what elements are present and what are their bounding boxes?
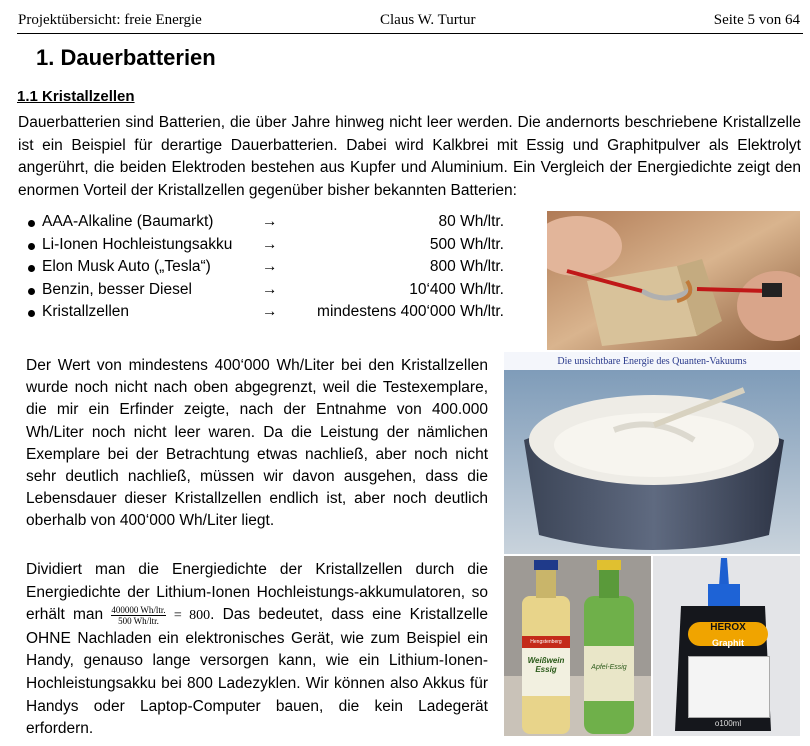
vinegar-label: Weißwein Essig — [527, 656, 565, 674]
header-author: Claus W. Turtur — [380, 12, 476, 28]
item-name: Kristallzellen — [42, 303, 130, 321]
list-item — [26, 234, 506, 257]
item-value: 500 Wh/ltr. — [429, 235, 504, 253]
fraction-numerator: 400000 Wh/ltr. — [111, 604, 166, 615]
graphite-label: Graphit — [711, 638, 744, 648]
item-name: Li-Ionen Hochleistungsakku — [42, 235, 233, 253]
item-value: 80 Wh/ltr. — [438, 213, 504, 230]
bullet-icon — [28, 310, 35, 317]
arrow-icon: → — [262, 235, 278, 253]
ratio-text-after: . Das bedeutet, dass eine Kristallzelle OHNE Nachladen ein elektronisches Gerät, wie zum Beispiel ein Handy, genauso lange versorgen kann, wie ein Lithium-Ionen- Hochleistungsakku bei 800 Ladezyklen. Wir können also Akkus für Handys oder Laptop-Computer bauen, die kein Ladegerät erfordern. — [26, 606, 488, 738]
bullet-icon — [28, 220, 35, 227]
graphite-bottle-photo — [653, 556, 800, 736]
energy-ratio-fraction — [111, 605, 165, 626]
arrow-icon: → — [262, 258, 278, 276]
graphite-info-panel — [688, 656, 770, 718]
intro-paragraph: Dauerbatterien sind Batterien, die über Jahre hinweg nicht leer werden. Die andernorts beschriebene Kristallzelle ist ein Beispiel für derartige Dauerbatterien. Dabei wird Kalkbrei mit Essig und Graphitpulver als Elektrolyt angerührt, die beiden Elektroden bestehen aus Kupfer und Aluminium. Ein Vergleich der Energiedichte zeigt den enormen Vorteil der Kristallzellen gegenüber bisher bekannten Batterien: — [18, 114, 801, 199]
list-item — [26, 279, 506, 302]
crystal-cell-photo — [547, 211, 800, 350]
bullet-icon — [28, 243, 35, 250]
bullet-icon — [28, 265, 35, 272]
item-value: 800 Wh/ltr. — [429, 258, 504, 276]
list-item — [26, 211, 506, 234]
vinegar-brand-label: Hengstenberg — [530, 639, 562, 645]
list-item — [26, 256, 506, 279]
item-name: AAA-Alkaline (Baumarkt) — [42, 213, 214, 230]
graphite-brand-label: HEROX — [688, 622, 768, 646]
item-name: Elon Musk Auto („Tesla“) — [42, 258, 211, 276]
list-item — [26, 301, 506, 324]
item-value: 10‘400 Wh/ltr. — [409, 280, 504, 298]
arrow-icon: → — [262, 303, 278, 321]
photo-caption: Die unsichtbare Energie des Quanten-Vakuums — [557, 356, 747, 367]
bullet-icon — [28, 288, 35, 295]
section-heading: 1.1 Kristallzellen — [17, 88, 135, 105]
page-title: 1. Dauerbatterien — [36, 45, 216, 70]
arrow-icon: → — [262, 280, 278, 298]
ratio-paragraph — [26, 559, 488, 741]
vinegar-bottles-photo — [504, 556, 651, 736]
arrow-icon: → — [262, 213, 278, 230]
quantum-vacuum-bowl-photo — [504, 352, 800, 554]
fraction-denominator: 500 Wh/ltr. — [118, 615, 159, 626]
ratio-result: = 800 — [173, 608, 211, 624]
item-value: mindestens 400‘000 Wh/ltr. — [317, 303, 504, 321]
energy-density-list — [26, 211, 506, 324]
apple-vinegar-label: Apfel-Essig — [591, 664, 627, 671]
graphite-volume-label: o100ml — [714, 719, 742, 728]
header-page-number: Seite 5 von 64 — [713, 12, 800, 28]
ratio-text-before: Dividiert man die Energiedichte der Kristallzellen durch die Energiedichte der Lithium-Ionen Hochleistungs-akkumulatoren, so erhält man — [26, 561, 488, 624]
header-left: Projektübersicht: freie Energie — [18, 12, 202, 28]
header-rule — [17, 33, 803, 34]
item-name: Benzin, besser Diesel — [42, 280, 192, 298]
lifetime-paragraph: Der Wert von mindestens 400‘000 Wh/Liter bei den Kristallzellen wurde noch nicht nach oben abgegrenzt, weil die Testexemplare, die mir ein Erfinder zeigte, nach der Entnahme von 400.000 Wh/Liter noch nicht leer waren. Da die Leistung der nämlichen Exemplare bei der Betrachtung etwas nachließ, aber noch nicht sehr deutlich nachließ, müssen wir davon ausgehen, dass die Lebensdauer dieser Kristallzellen endlich ist, aber noch deutlich oberhalb von 400‘000 Wh/Liter liegt. — [26, 357, 488, 530]
